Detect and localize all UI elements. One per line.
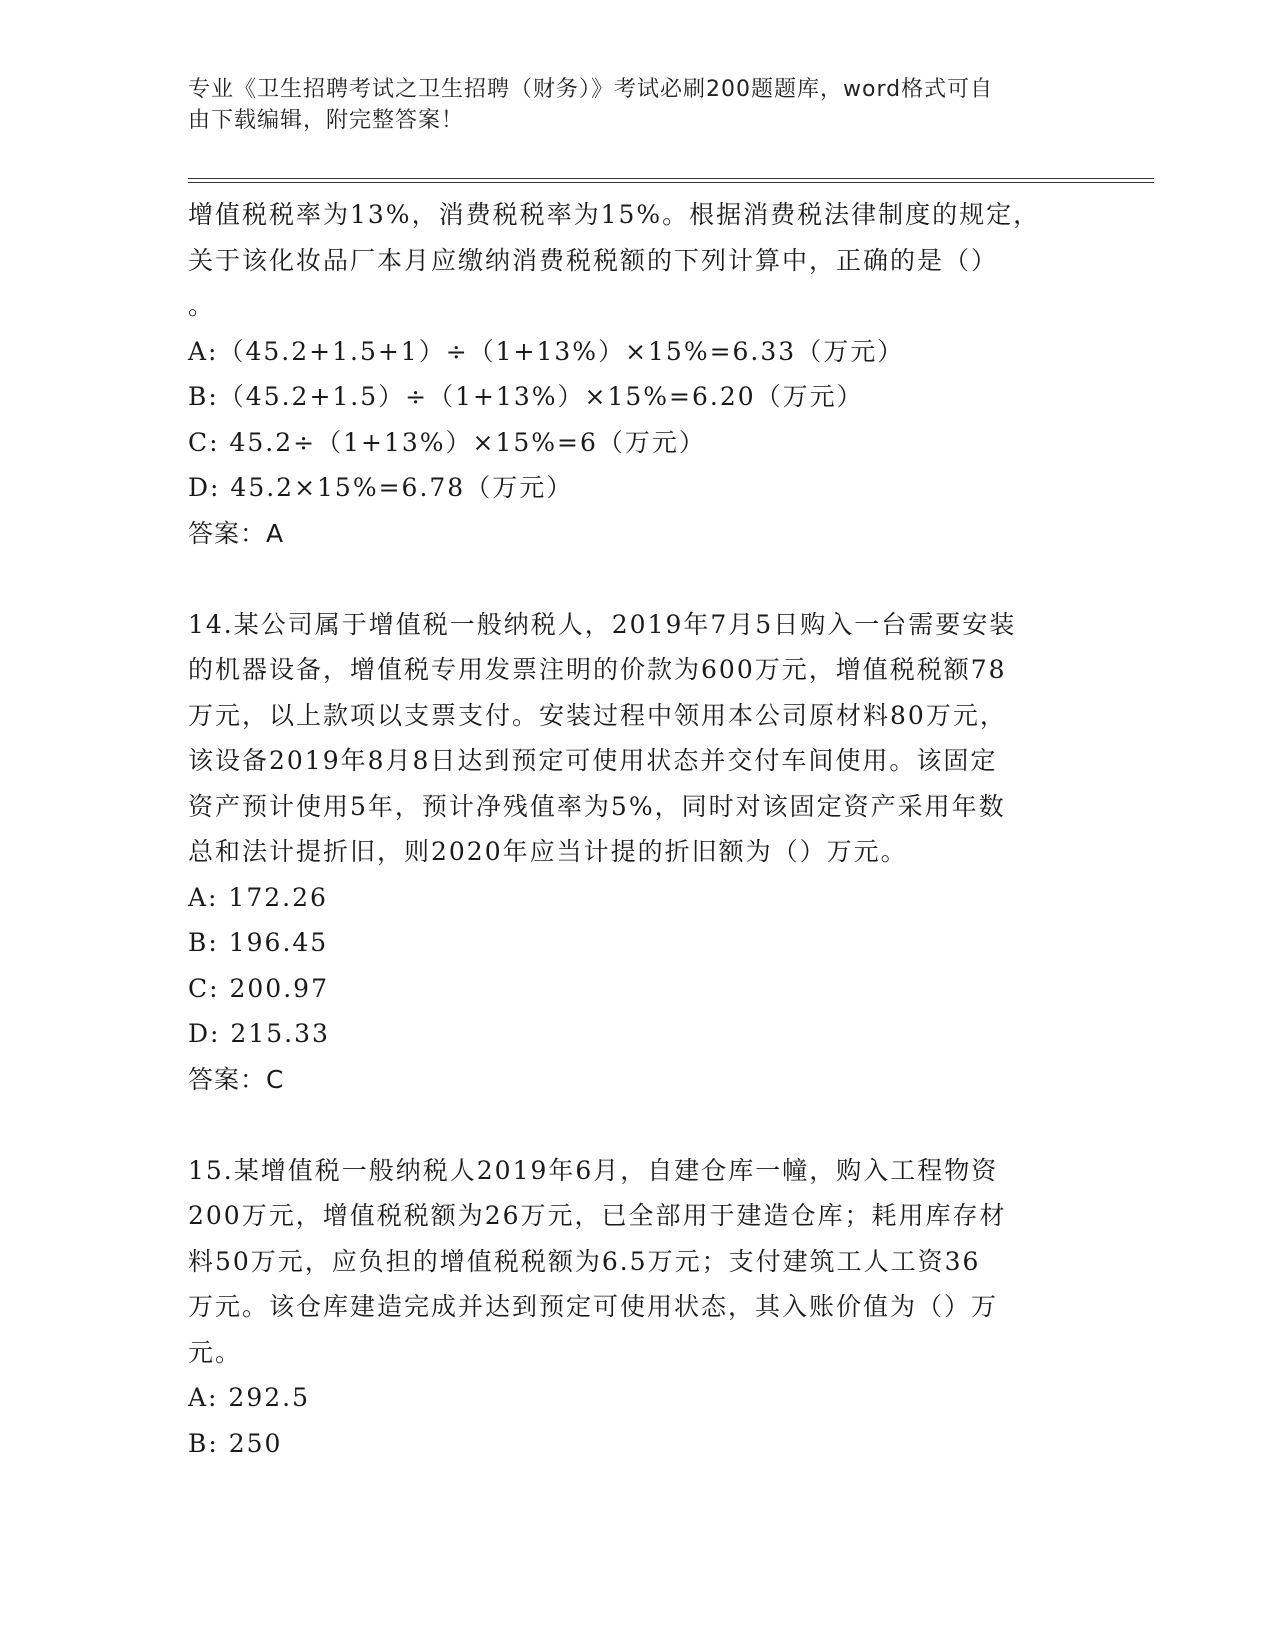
question-14-text-line: 总和法计提折旧，则2020年应当计提的折旧额为（）万元。 xyxy=(188,837,908,866)
question-15-text-line: 15.某增值税一般纳税人2019年6月，自建仓库一幢，购入工程物资 xyxy=(188,1155,999,1185)
question-15-text-line: 200万元，增值税税额为26万元，已全部用于建造仓库；耗用库存材 xyxy=(188,1201,1007,1230)
header-line-1: 专业《卫生招聘考试之卫生招聘（财务）》考试必刷200题题库，word格式可自 xyxy=(188,77,994,102)
question-14-option-b: B: 196.45 xyxy=(188,928,329,957)
question-14-text-line: 万元，以上款项以支票支付。安装过程中领用本公司原材料80万元， xyxy=(188,700,1007,730)
question-14-option-a: A: 172.26 xyxy=(188,882,328,912)
question-15-option-a: A: 292.5 xyxy=(188,1383,310,1412)
question-13 xyxy=(188,192,1088,556)
question-13-option-c: C: 45.2÷（1+13%）×15%=6（万元） xyxy=(188,427,706,457)
question-13-option-b: B:（45.2+1.5）÷（1+13%）×15%=6.20（万元） xyxy=(188,382,864,411)
question-14-option-c: C: 200.97 xyxy=(188,973,329,1003)
spacer xyxy=(188,1102,1088,1148)
question-13-text-line: 关于该化妆品厂本月应缴纳消费税税额的下列计算中，正确的是（） xyxy=(188,245,999,275)
question-14-text-line: 该设备2019年8月8日达到预定可使用状态并交付车间使用。该固定 xyxy=(188,746,998,775)
question-13-answer: 答案：A xyxy=(188,518,285,548)
question-13-option-a: A:（45.2+1.5+1）÷（1+13%）×15%=6.33（万元） xyxy=(188,336,905,366)
question-15 xyxy=(188,1148,1088,1467)
question-14-answer: 答案：C xyxy=(188,1064,285,1094)
document-body xyxy=(188,192,1088,1466)
question-14-text-line: 资产预计使用5年，预计净残值率为5%，同时对该固定资产采用年数 xyxy=(188,791,1006,821)
question-15-text-line: 料50万元，应负担的增值税税额为6.5万元；支付建筑工人工资36 xyxy=(188,1246,981,1276)
question-15-text-line: 元。 xyxy=(188,1337,243,1367)
question-15-text-line: 万元。该仓库建造完成并达到预定可使用状态，其入账价值为（）万 xyxy=(188,1292,999,1321)
header-divider xyxy=(188,178,1154,183)
question-14-text-line: 14.某公司属于增值税一般纳税人，2019年7月5日购入一台需要安装 xyxy=(188,609,1017,639)
question-13-text-line: 。 xyxy=(188,291,216,320)
spacer xyxy=(188,556,1088,602)
question-14-option-d: D: 215.33 xyxy=(188,1019,330,1048)
header-line-2: 由下载编辑，附完整答案！ xyxy=(188,108,465,133)
question-15-option-b: B: 250 xyxy=(188,1428,283,1458)
question-14 xyxy=(188,602,1088,1103)
question-14-text-line: 的机器设备，增值税专用发票注明的价款为600万元，增值税税额78 xyxy=(188,655,1007,684)
page-header xyxy=(188,74,1088,136)
question-13-option-d: D: 45.2×15%=6.78（万元） xyxy=(188,473,574,502)
question-13-text-line: 增值税税率为13%，消费税税率为15%。根据消费税法律制度的规定， xyxy=(188,200,1041,229)
